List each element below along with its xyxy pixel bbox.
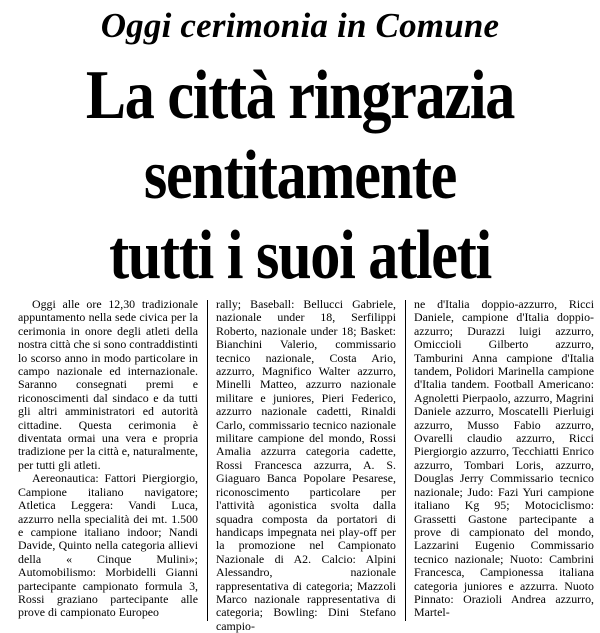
column-divider	[405, 300, 406, 621]
column-1	[18, 298, 198, 623]
headline	[0, 56, 600, 296]
column-3	[414, 298, 594, 623]
paragraph-athletes: Aereonautica: Fattori Piergiorgio, Campione italiano navigatore; Atletica Leggera: Vandi Luca, azzurro nella specialità dei mt. 1.500 e campione italiano indoor; Nandi Davide, Quinto nella categoria allievi della « Cinque Mulini»; Automobilismo: Morbidelli Gianni partecipante campionato formula 3, Rossi graziano partecipante alle prove di campionato Europeo	[18, 471, 198, 620]
column-2	[216, 297, 396, 633]
headline-line-3: tutti i suoi atleti	[109, 217, 491, 294]
paragraph-continued: ne d'Italia doppio-azzurro, Ricci Daniele, campione d'Italia doppio-azzurro; Durazzi luigi azzurro, Omiccioli Gilberto azzurro, Tamburini Anna campione d'Italia tandem, Polidori Marinella campione d'Italia tandem. Football Americano: Agnoletti Pierpaolo, azzurro, Magrini Daniele azzurro, Moscatelli Pierluigi azzurro, Musso Fabio azzurro, Ovarelli claudio azzurro, Ricci Piergiorgio azzurro, Tecchiatti Enrico azzurro, Tombari Loris, azzurro, Douglas Jerry Commissario tecnico nazionale; Judo: Fazi Yuri campione italiano Kg 95; Motociclismo: Grassetti Gastone partecipante a prove di campionato del mondo, Lazzarini Eugenio Commissario tecnico nazionale; Nuoto: Cambrini Francesca, Campionessa italiana categoria juniores e azzurra. Nuoto Pinnato: Orazioli Andrea azzurro, Martel-	[414, 297, 594, 620]
article-body	[18, 297, 594, 633]
kicker: Oggi cerimonia in Comune	[100, 6, 500, 45]
headline-line-2: sentitamente	[143, 137, 457, 214]
column-divider	[207, 300, 208, 621]
paragraph-intro: Oggi alle ore 12,30 tradizionale appuntamento nella sede civica per la cerimonia in onore degli atleti della nostra città che si sono contraddistinti lo scorso anno in modo particolare in campo nazionale ed internazionale. Saranno consegnati premi e riconoscimenti dal sindaco e da tutti gli altri amministratori ed autorità cittadine. Questa cerimonia è diventata ormai una vera e propria tradizione per la città e, naturalmente, per tutti gli atleti.	[18, 297, 198, 472]
headline-line-1: La città ringrazia	[85, 57, 515, 134]
paragraph-continued: rally; Baseball: Bellucci Gabriele, nazionale under 18, Serfilippi Roberto, nazionale under 18; Basket: Bianchini Valerio, commissario tecnico nazionale, Costa Ario, azzurro, Magnifico Walter azzurro, Minelli Matteo, azzurro nazionale militare e juniores, Pieri Federico, azzurro nazionale cadetti, Rinaldi Carlo, commissario tecnico nazionale militare campione del mondo, Rossi Amalia azzurra categoria cadette, Rossi Francesca azzurra, A. S. Giaguaro Banca Popolare Pesarese, riconoscimento particolare per l'attività agonistica svolta dalla squadra composta da portatori di handicaps impegnata nei play-off per la promozione nel Campionato Nazionale di A2. Calcio: Alpini Alessandro, nazionale rappresentativa di categoria; Mazzoli Marco nazionale rappresentativa di categoria; Bowling: Dini Stefano campio-	[216, 297, 396, 633]
